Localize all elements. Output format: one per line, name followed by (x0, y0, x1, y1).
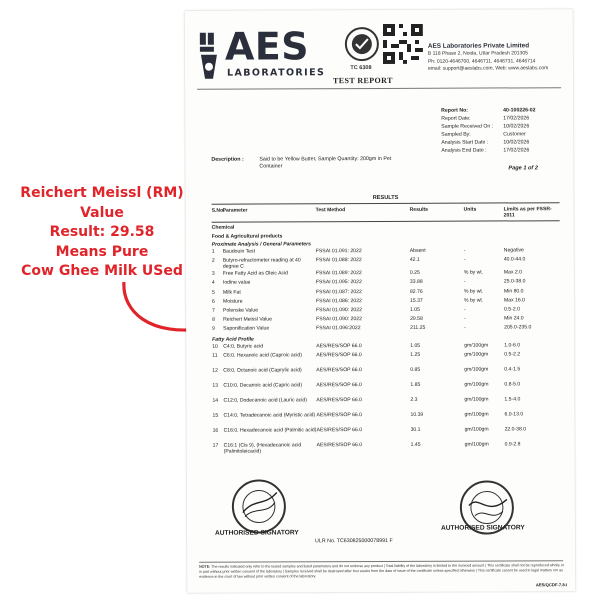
cell-limit: Negative (503, 247, 524, 254)
cell-method: FSSAI 01.096:2022 (316, 325, 361, 332)
cell-limit: 25.0-38.0 (503, 278, 526, 285)
lab-seal-left-icon (229, 476, 289, 536)
callout-line-1: Reichert Meissl (RM) Value (20, 185, 184, 221)
cell-limit: 40.0-44.0 (503, 256, 526, 263)
results-table (212, 202, 561, 458)
cell-parameter: Milk Fat (222, 289, 241, 296)
info-value: 17/02/2026 (503, 115, 530, 122)
cell-result: 1.05 (410, 342, 421, 349)
header-units: Units (463, 206, 477, 213)
cell-result: Absent (409, 247, 426, 254)
cell-limit: 205.0-235.0 (504, 324, 532, 331)
cell-parameter: Saponification Value (223, 325, 270, 332)
table-row (212, 396, 560, 413)
cell-unit: - (464, 306, 466, 313)
cell-parameter: C16:0, Hexadecanoic acid (Palmitic acid) (223, 427, 317, 434)
cell-sno: 7 (212, 307, 215, 314)
cell-method: FSSAI 01.089: 2022 (315, 270, 362, 277)
certificate-code: TC 6308 (350, 65, 372, 72)
cell-sno: 4 (211, 280, 215, 287)
cell-parameter: C8:0, Octanoic acid (Caprylic acid) (223, 367, 302, 374)
callout-line-4: Cow Ghee Milk USed (21, 263, 183, 279)
cell-limit: Max 2.0 (503, 269, 523, 276)
cell-limit: 1.5-4.0 (504, 396, 521, 403)
cell-unit: gm/100gm (464, 396, 489, 403)
cell-result: 29.58 (410, 315, 423, 322)
cell-parameter: C4:0, Butyric acid (223, 343, 264, 350)
cell-parameter: C6:0, Hexanoic acid (Caproic acid) (223, 352, 302, 359)
cell-sno: 15 (212, 412, 219, 419)
company-address: B 118 Phase 2, Noida, Uttar Pradesh 201305 (427, 50, 528, 57)
cell-result: 211.25 (410, 325, 426, 332)
cell-unit: gm/100gm (464, 351, 489, 358)
company-phone: Ph: 0120-4646700, 4646711, 4646731, 4646714 (427, 57, 536, 65)
cell-limit: 6.0-13.0 (504, 411, 524, 418)
signatory-right: AUTHORISED SIGNATORY (440, 524, 525, 532)
cell-sno: 12 (212, 367, 218, 374)
cell-method: AES/RES/SOP 66.0 (316, 343, 362, 350)
cell-result: 10.39 (410, 412, 424, 419)
cell-result: 33.88 (409, 279, 423, 286)
cell-parameter: Iodine value (222, 279, 251, 287)
table-row (212, 366, 560, 383)
cell-unit: gm/100gm (464, 381, 489, 388)
page-number: Page 1 of 2 (508, 165, 538, 172)
note-text: The results indicated only refer to the tested samples and listed parameters and do not endorse any product | Total liability of the laboratory is limited to the invoiced amount | This certificate shall not be reproduced wholly or in part without prior written consent of the laboratory | Samples received shall be destroyed after four weeks from the date of issue of the certificate unless specified otherwise | This certificate cannot be used in legal matters nor as evidence in the court of law without prior written consent of the laboratory. (199, 563, 565, 579)
cell-limit: Min 80.0 (503, 287, 524, 294)
cell-sno: 16 (212, 427, 219, 434)
cell-method: AES/RES/SOP 66.0 (316, 382, 362, 389)
cell-method: AES/RES/SOP 66.0 (316, 442, 363, 449)
logo-subtitle: LABORATORIES (226, 67, 326, 79)
cell-method: FSSAI 01.090: 2022 (316, 316, 362, 323)
cell-method: AES/RES/SOP 66.0 (316, 397, 362, 404)
cell-unit: gm/100gm (464, 426, 489, 433)
header-parameter: Parameter (222, 207, 248, 214)
cell-sno: 17 (212, 442, 219, 449)
cell-unit: - (463, 247, 466, 254)
cell-result: 42.1 (409, 256, 420, 263)
header-sno: S.No. (211, 207, 225, 214)
info-label: Analysis Start Date : (441, 139, 489, 146)
group-heading: Fatty Acid Profile (212, 337, 254, 344)
header-results: Results (409, 206, 429, 213)
cell-method: FSSAI 01.086: 2022 (315, 297, 362, 304)
cell-parameter: C12:0, Dodecanoic acid (Lauric acid) (223, 397, 307, 404)
cell-parameter: Moisture (222, 298, 243, 305)
aes-emblem-icon (197, 31, 221, 83)
callout-line-2: Result: 29.58 (49, 224, 155, 240)
cell-sno: 1 (211, 248, 215, 255)
cell-method: AES/RES/SOP 66.0 (316, 367, 362, 374)
cell-unit: - (463, 256, 466, 263)
cell-result: 1.25 (410, 352, 421, 359)
cell-result: 0.85 (410, 367, 421, 374)
cell-result: 30.1 (410, 427, 421, 434)
header-method: Test Method (315, 207, 346, 214)
cell-limit: 0.9-2.8 (504, 441, 521, 448)
info-label: Report No: (441, 107, 468, 114)
table-row (212, 411, 560, 428)
company-email-web: email: support@aeslabs.com, Web: www.aeslabs.com (427, 65, 549, 72)
cell-unit: % by wt. (463, 269, 484, 276)
cell-unit: - (463, 278, 466, 285)
info-value: 17/02/2026 (503, 147, 530, 154)
cell-result: 0.25 (409, 269, 420, 277)
company-details (428, 41, 568, 73)
cell-unit: gm/100gm (464, 441, 489, 448)
cell-method: FSSAI 01.087: 2022 (315, 288, 362, 295)
cell-unit: - (464, 315, 466, 322)
cell-limit: Min 24.0 (504, 315, 524, 322)
cell-limit: 0.5-2.0 (504, 306, 520, 313)
info-value: 10/02/2026 (503, 123, 530, 130)
table-header (212, 203, 560, 222)
cell-limit: 0.5-2.2 (504, 351, 521, 358)
cell-sno: 14 (212, 397, 219, 404)
accreditation-badge-icon (343, 24, 381, 70)
cell-result: 1.05 (410, 306, 420, 313)
cell-parameter: Free Fatty Acid as Oleic Acid (222, 270, 289, 277)
cell-unit: % by wt. (463, 288, 484, 295)
cell-result: 2.3 (410, 397, 418, 404)
results-title: RESULTS (372, 194, 399, 202)
table-row (213, 426, 561, 443)
cell-sno: 6 (211, 298, 215, 305)
info-value: 10/02/2026 (503, 139, 530, 146)
company-name: AES Laboratories Private Limited (427, 42, 530, 50)
cell-sno: 8 (212, 316, 215, 323)
callout-annotation (4, 184, 200, 282)
cell-method: AES/RES/SOP 66.0 (316, 412, 363, 419)
cell-method: FSSAI 01.088: 2022 (315, 257, 362, 264)
footer-divider (199, 560, 563, 563)
qr-code-icon (383, 24, 423, 64)
cell-sno: 13 (212, 382, 219, 389)
header-divider (197, 87, 561, 90)
cell-sno: 11 (212, 352, 218, 359)
cell-parameter: C14:0, Tetradecanoic acid (Myristic acid) (223, 412, 316, 419)
cell-parameter: Reichert Meissl Value (223, 316, 272, 323)
table-row (213, 441, 561, 458)
report-title: TEST REPORT (333, 75, 393, 86)
form-number: AES/QCDF-7.8-I (535, 582, 568, 588)
cell-limit: Max 16.0 (503, 297, 525, 304)
cell-method: AES/RES/SOP 66.0 (316, 352, 362, 359)
info-label: Sample Received On : (441, 123, 494, 130)
test-report-document (185, 9, 576, 593)
cell-method: FSSAI 01.090: 2022 (316, 306, 362, 314)
cell-sno: 9 (212, 326, 215, 333)
ulr-number: ULR No. TC630825000078991 F (315, 537, 393, 545)
cell-sno: 10 (212, 343, 218, 350)
sample-description (211, 156, 409, 171)
cell-parameter: C10:0, Decanoic acid (Capric acid) (223, 382, 303, 389)
cell-limit: 0.8-5.0 (504, 381, 521, 388)
cell-limit: 22.0-38.0 (504, 426, 527, 433)
cell-result: 1.85 (410, 382, 421, 389)
callout-line-3: Means Pure (55, 243, 149, 260)
cell-unit: % by wt. (463, 297, 484, 304)
cell-result: 1.45 (410, 442, 421, 449)
info-label: Sampled By: (441, 131, 471, 138)
cell-limit: 0.4-1.5 (504, 366, 521, 373)
header-limits: Limits as per FSSR- 2011 (503, 206, 552, 219)
cell-parameter: Polenske Value (223, 307, 259, 314)
section-heading: Chemical (211, 224, 235, 231)
logo-title: AES (224, 24, 310, 69)
cell-method: AES/RES/SOP 66.0 (316, 427, 363, 434)
cell-method: FSSAI 01.095: 2022 (315, 279, 362, 286)
signatory-left: AUTHORISED SIGNATORY (214, 529, 299, 537)
cell-unit: gm/100gm (464, 366, 489, 373)
group-heading: Proximate Analysis / General Parameters (211, 241, 311, 248)
cell-method: FSSAI 01.091: 2022 (315, 247, 362, 255)
table-row (212, 351, 560, 368)
info-value: 40-100226-02 (503, 107, 536, 114)
cell-parameter: C16:1 (Cis 9), (Hexadecanoic acid (Palmitoleicacid) (223, 442, 302, 456)
footer-note (199, 563, 565, 579)
note-label: NOTE: (199, 564, 211, 569)
report-info (441, 106, 536, 154)
cell-result: 82.76 (409, 288, 423, 295)
info-value: Customer (503, 131, 526, 138)
cell-unit: gm/100gm (464, 411, 489, 418)
description-label: Description : (211, 156, 244, 163)
info-label: Analysis End Date : (441, 147, 487, 154)
subsection-heading: Food & Agricultural products (211, 233, 283, 240)
description-text: Said to be Yellow Butter, Sample Quantity: 200gm in Pet Container (259, 155, 392, 170)
cell-unit: - (464, 324, 466, 331)
cell-parameter: Butyro-refractometer reading at 40 degree C (222, 257, 301, 270)
cell-unit: gm/100gm (464, 342, 489, 349)
info-label: Report Date: (441, 115, 471, 122)
cell-sno: 5 (211, 289, 215, 296)
cell-result: 15.37 (409, 297, 423, 304)
cell-sno: 3 (211, 270, 215, 277)
table-row (212, 381, 560, 398)
cell-parameter: Baudouin Test (222, 248, 255, 255)
cell-sno: 2 (211, 257, 215, 264)
aes-logo (197, 24, 326, 89)
cell-limit: 1.0-6.0 (504, 342, 521, 349)
